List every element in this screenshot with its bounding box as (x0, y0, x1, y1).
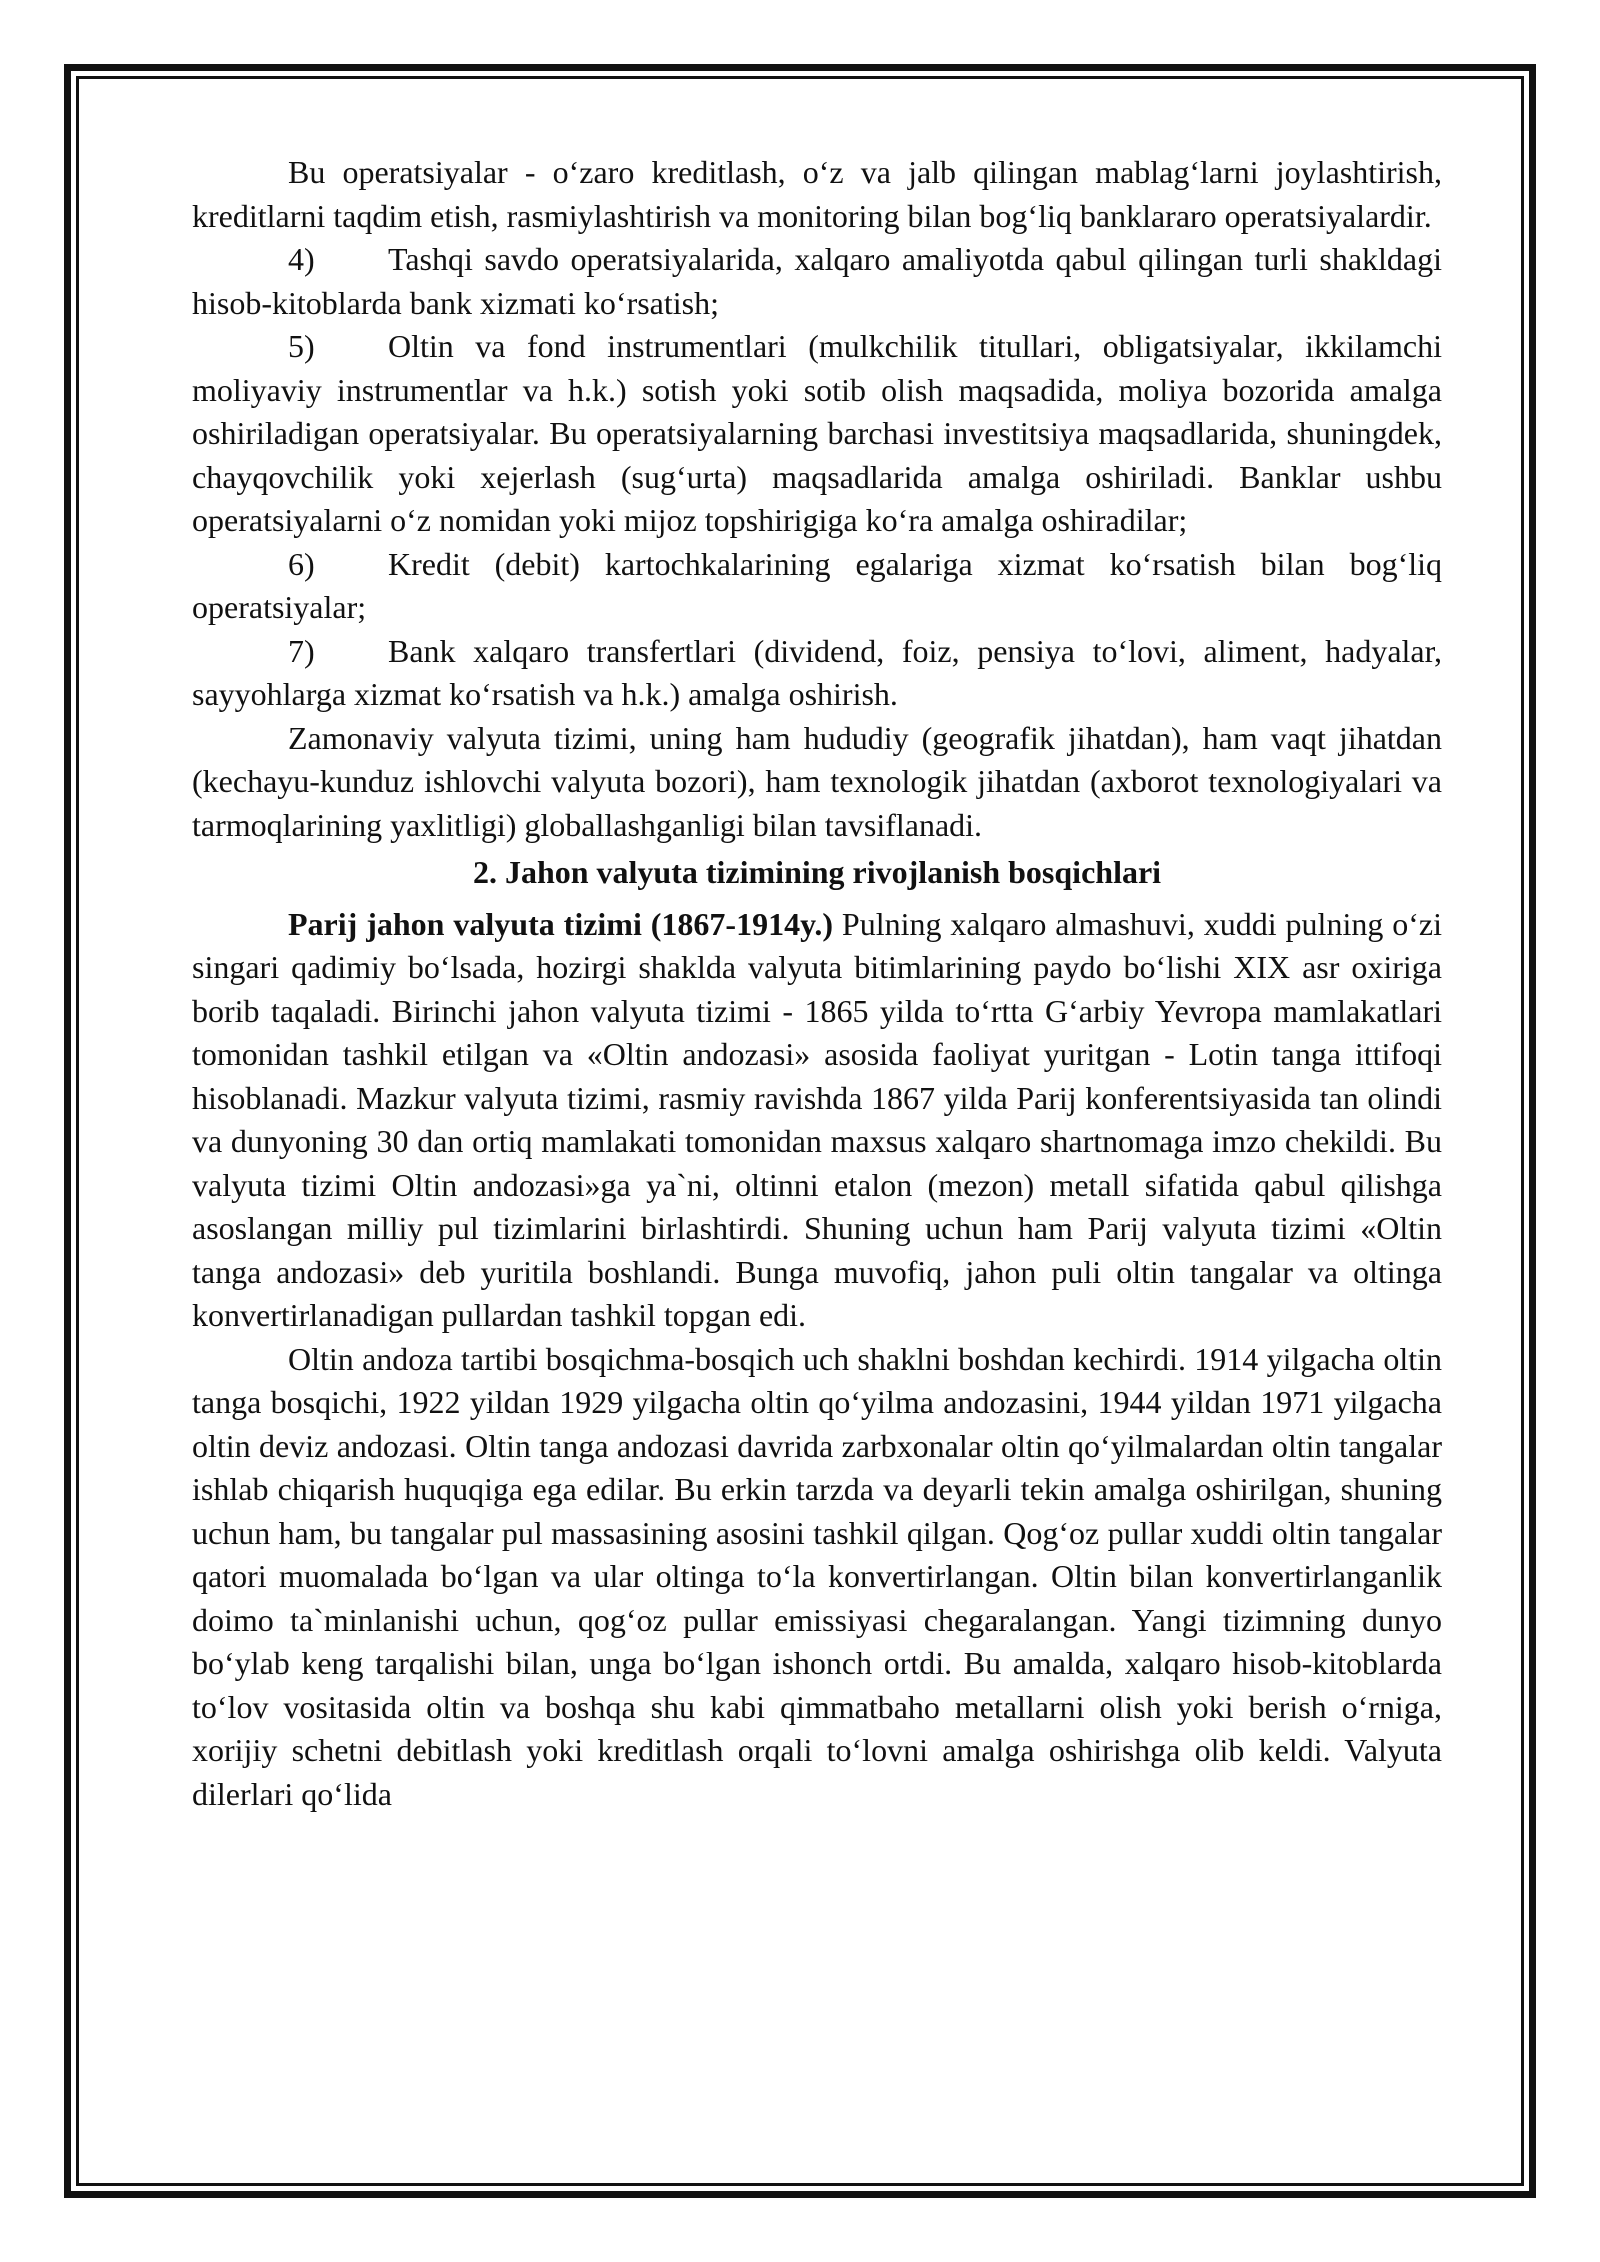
list-item-6 (192, 543, 1442, 630)
list-number: 4) (288, 241, 315, 277)
list-number: 5) (288, 328, 315, 364)
list-number: 7) (288, 632, 315, 669)
document-body (192, 151, 1442, 1816)
paris-system-text: Pulning xalqaro almashuvi, xuddi pulning o‘zi singari qadimiy bo‘lsada, hozirgi shaklda valyuta bitimlarining paydo bo‘lishi XIX asr oxiriga borib taqaladi. Birinchi jahon valyuta tizimi - 1865 yilda to‘rtta G‘arbiy Yevropa mamlakatlari tomonidan tashkil etilgan va «Oltin andozasi» asosida faoliyat yuritgan - Lotin tanga ittifoqi hisoblanadi. Mazkur valyuta tizimi, rasmiy ravishda 1867 yilda Parij konferentsiyasida tan olindi va dunyoning 30 dan ortiq mamlakati tomonidan maxsus xalqaro shartnomaga imzo chekildi. Bu valyuta tizimi Oltin andozasi»ga ya`ni, oltinni etalon (mezon) metall sifatida qabul qilishga asoslangan milliy pul tizimlarini birlashtirdi. Shuning uchun ham Parij valyuta tizimi «Oltin tanga andozasi» deb yuritila boshlandi. Bunga muvofiq, jahon puli oltin tangalar va oltinga konvertirlanadigan pullardan tashkil topgan edi. (192, 905, 1443, 1333)
list-text: Bank xalqaro transfertlari (dividend, foiz, pensiya to‘lovi, aliment, hadyalar, sayyohlarga xizmat ko‘rsatish va h.k.) amalga oshirish. (192, 632, 1442, 712)
list-item-7 (192, 630, 1442, 717)
paragraph-modern-currency-system: Zamonaviy valyuta tizimi, uning ham hududiy (geografik jihatdan), ham vaqt jihatdan (kechayu-kunduz ishlovchi valyuta bozori), ham texnologik jihatdan (axborot texnologiyalari va tarmoqlarining yaxlitligi) globallashganligi bilan tavsiflanadi. (192, 719, 1442, 843)
list-item-5 (192, 325, 1442, 543)
paragraph-paris-system (192, 903, 1442, 1338)
paris-system-title: Parij jahon valyuta tizimi (1867-1914y.) (288, 905, 833, 942)
paragraph-gold-standard: Oltin andoza tartibi bosqichma-bosqich uch shaklni boshdan kechirdi. 1914 yilgacha oltin tanga bosqichi, 1922 yildan 1929 yilgacha oltin qo‘yilma andozasini, 1944 yildan 1971 yilgacha oltin deviz andozasi. Oltin tanga andozasi davrida zarbxonalar oltin qo‘yilmalardan oltin tangalar ishlab chiqarish huquqiga ega edilar. Bu erkin tarzda va deyarli tekin amalga oshirilgan, shuning uchun ham, bu tangalar pul massasining asosini tashkil qilgan. Qog‘oz pullar xuddi oltin tangalar qatori muomalada bo‘lgan va ular oltinga to‘la konvertirlangan. Oltin bilan konvertirlanganlik doimo ta`minlanishi uchun, qog‘oz pullar emissiyasi chegaralangan. Yangi tizimning dunyo bo‘ylab keng tarqalishi bilan, unga bo‘lgan ishonch ortdi. Bu amalda, xalqaro hisob-kitoblarda to‘lov vositasida oltin va boshqa shu kabi qimmatbaho metallarni olish yoki berish o‘rniga, xorijiy schetni debitlash yoki kreditlash orqali to‘lovni amalga oshirishga olib keldi. Valyuta dilerlari qo‘lida (192, 1340, 1442, 1812)
list-text: Tashqi savdo operatsiyalarida, xalqaro amaliyotda qabul qilingan turli shakldagi hisob-kitoblarda bank xizmati ko‘rsatish; (192, 241, 1442, 321)
list-text: Oltin va fond instrumentlari (mulkchilik titullari, obligatsiyalar, ikkilamchi moliyaviy instrumentlar va h.k.) sotish yoki sotib olish maqsadida, moliya bozorida amalga oshiriladigan operatsiyalar. Bu operatsiyalarning barchasi investitsiya maqsadlarida, shuningdek, chayqovchilik yoki xejerlash (sug‘urta) maqsadlarida amalga oshiriladi. Banklar ushbu operatsiyalarni o‘z nomidan yoki mijoz topshirigiga ko‘ra amalga oshiradilar; (192, 328, 1442, 538)
list-item-4 (192, 238, 1442, 325)
list-text: Kredit (debit) kartochkalarining egalariga xizmat ko‘rsatish bilan bog‘liq operatsiyalar; (192, 545, 1442, 625)
section-heading: 2. Jahon valyuta tizimining rivojlanish bosqichlari (472, 854, 1162, 890)
list-number: 6) (288, 545, 315, 582)
paragraph-interbank-operations: Bu operatsiyalar - o‘zaro kreditlash, o‘z va jalb qilingan mablag‘larni joylashtirish, kreditlarni taqdim etish, rasmiylashtirish va monitoring bilan bog‘liq banklararo operatsiyalardir. (192, 154, 1442, 234)
